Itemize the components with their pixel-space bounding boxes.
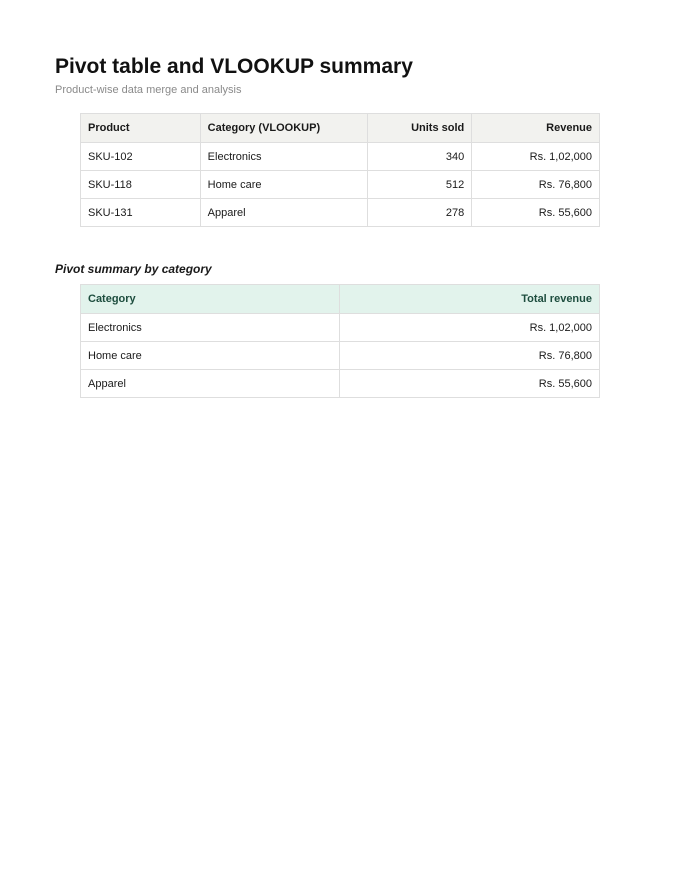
- total-revenue-cell: Rs. 76,800: [340, 342, 600, 370]
- table-header-row: [81, 114, 600, 143]
- product-cell: SKU-131: [81, 199, 201, 227]
- product-cell: SKU-118: [81, 171, 201, 199]
- page-subtitle: Product-wise data merge and analysis: [55, 84, 242, 96]
- product-data-table: [80, 113, 600, 227]
- category-cell: Apparel: [81, 370, 340, 398]
- table-row: [81, 314, 600, 342]
- category-cell: Home care: [81, 342, 340, 370]
- column-header-category: Category (VLOOKUP): [200, 114, 368, 143]
- category-cell: Electronics: [81, 314, 340, 342]
- table-row: [81, 342, 600, 370]
- product-cell: SKU-102: [81, 143, 201, 171]
- column-header-revenue: Revenue: [472, 114, 600, 143]
- units-sold-cell: 340: [368, 143, 472, 171]
- total-revenue-cell: Rs. 55,600: [340, 370, 600, 398]
- table-row: [81, 143, 600, 171]
- category-cell: Electronics: [200, 143, 368, 171]
- pivot-summary-table: [80, 284, 600, 398]
- table-header-row: [81, 285, 600, 314]
- total-revenue-cell: Rs. 1,02,000: [340, 314, 600, 342]
- column-header-total-revenue: Total revenue: [340, 285, 600, 314]
- table-row: [81, 199, 600, 227]
- category-cell: Apparel: [200, 199, 368, 227]
- revenue-cell: Rs. 1,02,000: [472, 143, 600, 171]
- page-title: Pivot table and VLOOKUP summary: [55, 55, 413, 78]
- revenue-cell: Rs. 76,800: [472, 171, 600, 199]
- revenue-cell: Rs. 55,600: [472, 199, 600, 227]
- pivot-section-heading: Pivot summary by category: [55, 262, 212, 276]
- units-sold-cell: 512: [368, 171, 472, 199]
- table-row: [81, 370, 600, 398]
- table-row: [81, 171, 600, 199]
- units-sold-cell: 278: [368, 199, 472, 227]
- category-cell: Home care: [200, 171, 368, 199]
- column-header-category: Category: [81, 285, 340, 314]
- column-header-units-sold: Units sold: [368, 114, 472, 143]
- column-header-product: Product: [81, 114, 201, 143]
